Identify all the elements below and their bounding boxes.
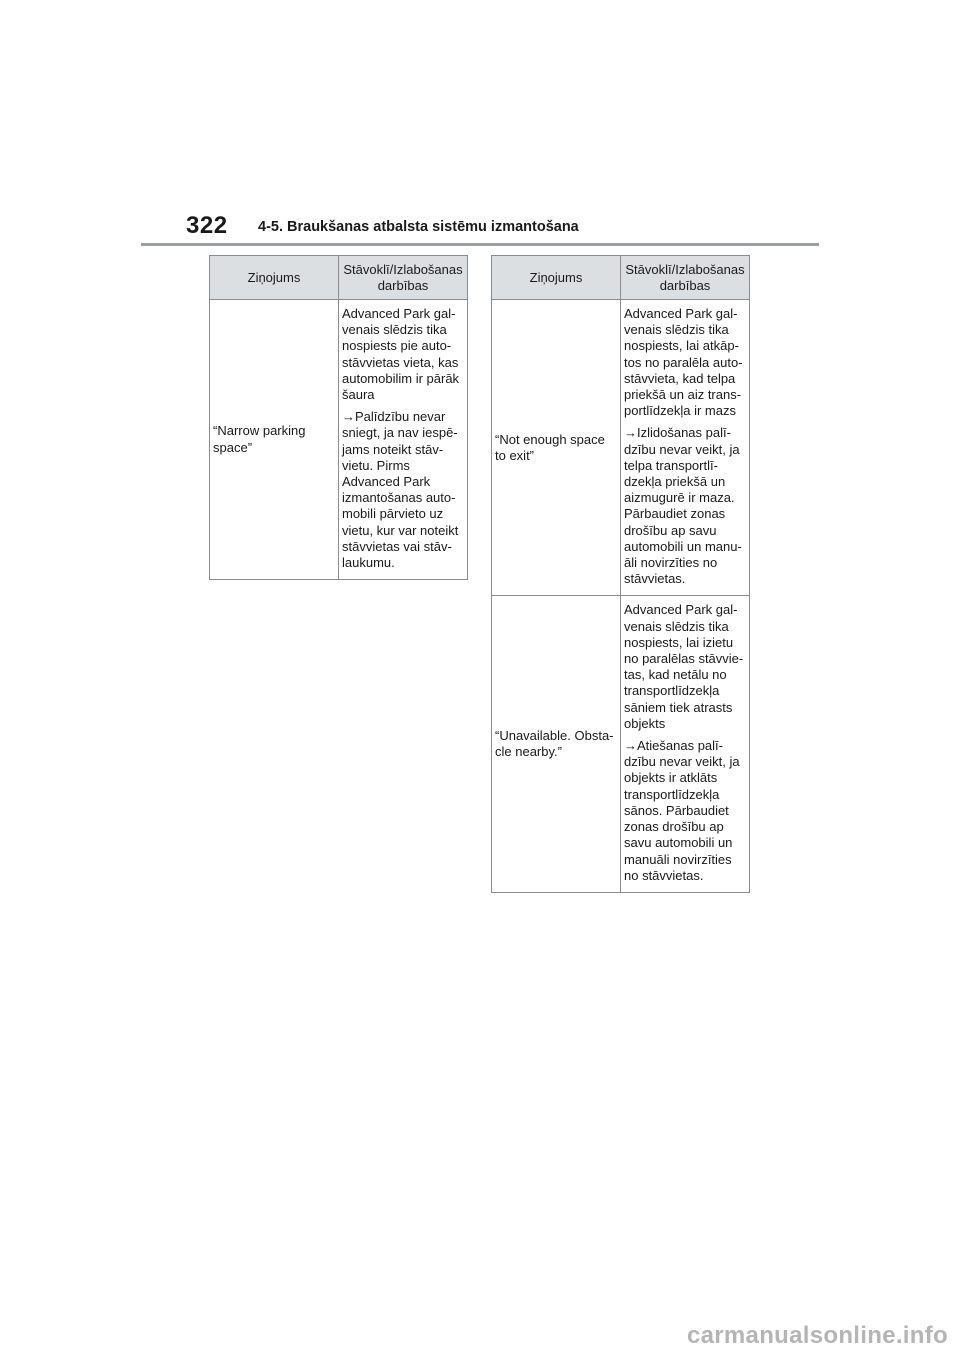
action-cell xyxy=(339,300,468,580)
message-cell xyxy=(492,596,621,892)
table-header-row xyxy=(492,256,750,300)
section-title: 4-5. Braukšanas atbalsta sistēmu izmantošana xyxy=(258,219,579,235)
column-header-action: Stāvoklī/Izlabošanas darbības xyxy=(339,256,468,300)
message-text: “Not enough space to exit” xyxy=(495,431,605,463)
message-cell xyxy=(210,300,339,580)
message-text: “Narrow parking space” xyxy=(213,423,306,455)
action-remedy: →Izlidošanas palī-dzību nevar veikt, ja telpa transportlī-dzekļa priekšā un aizmugurē ir maza. Pārbaudiet zonas drošību ap savu automobili un manu-āli novirzīties no stāvvietas. xyxy=(624,425,742,587)
table-row xyxy=(492,596,750,892)
action-cell xyxy=(621,596,750,892)
column-header-action: Stāvoklī/Izlabošanas darbības xyxy=(621,256,750,300)
page-number: 322 xyxy=(186,212,228,239)
action-condition: Advanced Park gal-venais slēdzis tika nospiests pie auto-stāvvietas vieta, kas automobilim ir pārāk šaura xyxy=(342,306,460,403)
table-row xyxy=(210,300,468,580)
action-remedy: →Atiešanas palī-dzību nevar veikt, ja objekts ir atklāts transportlīdzekļa sānos. Pārbaudiet zonas drošību ap savu automobili un manuāli novirzīties no stāvvietas. xyxy=(624,738,740,883)
action-condition: Advanced Park gal-venais slēdzis tika nospiests, lai izietu no paralēlas stāvvie-tas, kad netālu no transportlīdzekļa sāniem tiek atrasts objekts xyxy=(624,602,744,731)
left-message-table xyxy=(209,255,468,580)
message-cell xyxy=(492,300,621,596)
table-header-row xyxy=(210,256,468,300)
column-header-message: Ziņojums xyxy=(492,256,621,300)
column-header-message: Ziņojums xyxy=(210,256,339,300)
right-message-table xyxy=(491,255,750,893)
table-row xyxy=(492,300,750,596)
action-remedy: →Palīdzību nevar sniegt, ja nav iespē-jams noteikt stāv-vietu. Pirms Advanced Park izmantošanas auto-mobili pārvieto uz vietu, kur var noteikt stāvvietas vai stāv-laukumu. xyxy=(342,409,459,571)
message-text: “Unavailable. Obsta-cle nearby.” xyxy=(495,727,614,760)
header-divider xyxy=(141,243,819,246)
action-cell xyxy=(621,300,750,596)
watermark-text: carmanualsonline.info xyxy=(686,1322,948,1349)
action-condition: Advanced Park gal-venais slēdzis tika nospiests, lai atkāp-tos no paralēla auto-stāvvieta, kad telpa priekšā un aiz trans-portlīdzekļa ir mazs xyxy=(624,306,743,419)
